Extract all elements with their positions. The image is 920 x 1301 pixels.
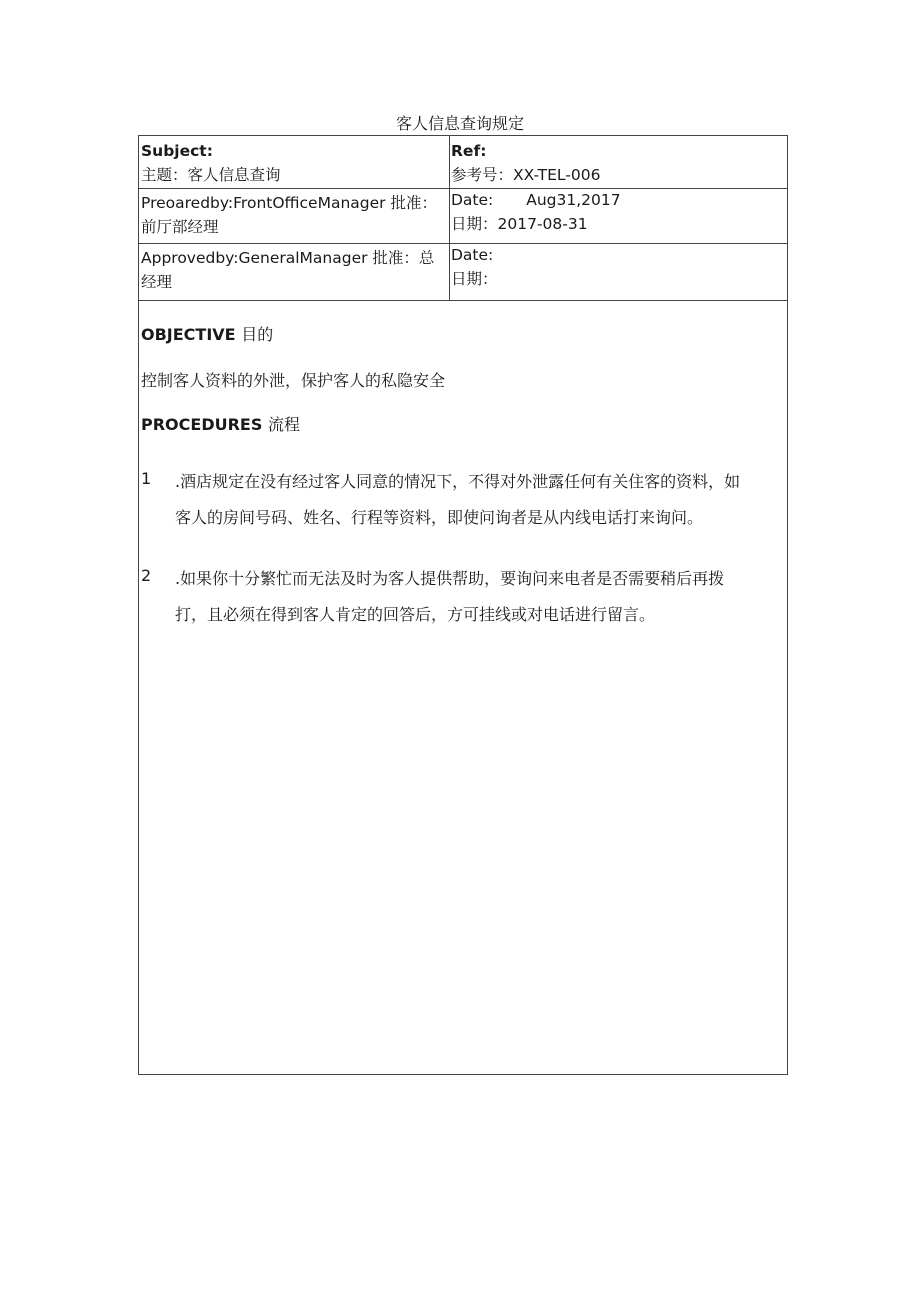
approved-date-zh: 日期： — [451, 270, 498, 288]
approved-by-cell — [141, 246, 447, 294]
prepared-date-value: Aug31,2017 — [526, 191, 621, 209]
prepared-date-zh: 日期：2017-08-31 — [451, 215, 588, 233]
policy-form — [138, 135, 788, 1075]
prepared-by-line: Preoaredby:FrontOfficeManager 批准： — [141, 194, 437, 212]
procedure-number: 2 — [141, 566, 152, 585]
procedures-heading — [141, 412, 300, 435]
subject-value: 主题：客人信息查询 — [141, 166, 281, 184]
procedures-heading-en: PROCEDURES — [141, 415, 263, 434]
header-column-divider — [449, 136, 450, 300]
objective-heading-en: OBJECTIVE — [141, 325, 236, 344]
procedures-heading-zh: 流程 — [267, 415, 300, 434]
objective-heading — [141, 322, 273, 345]
ref-label: Ref: — [451, 142, 487, 160]
objective-text: 控制客人资料的外泄，保护客人的私隐安全 — [141, 371, 446, 390]
prepared-date-cell — [451, 188, 621, 236]
subject-label: Subject: — [141, 142, 213, 160]
document-title: 客人信息查询规定 — [395, 114, 524, 133]
approved-by-role: 经理 — [141, 273, 173, 291]
subject-cell — [141, 139, 281, 187]
prepared-by-cell — [141, 191, 447, 239]
procedure-text-line: 客人的房间号码、姓名、行程等资料，即使问询者是从内线电话打来询问。 — [175, 508, 704, 527]
objective-heading-zh: 目的 — [241, 325, 274, 344]
approved-by-line: Approvedby:GeneralManager 批准：总 — [141, 249, 435, 267]
procedure-number: 1 — [141, 469, 152, 488]
prepared-by-role: 前厅部经理 — [141, 218, 219, 236]
procedure-text-line: 打，且必须在得到客人肯定的回答后，方可挂线或对电话进行留言。 — [175, 605, 656, 624]
procedure-text-line: .酒店规定在没有经过客人同意的情况下，不得对外泄露任何有关住客的资料，如 — [175, 472, 741, 491]
approved-date-label: Date: — [451, 246, 494, 264]
header-bottom-divider — [139, 300, 787, 301]
procedure-text-line: .如果你十分繁忙而无法及时为客人提供帮助，要询问来电者是否需要稍后再拨 — [175, 569, 725, 588]
prepared-date-label: Date: — [451, 191, 494, 209]
approved-date-cell — [451, 243, 498, 291]
ref-cell — [451, 139, 600, 187]
ref-value: 参考号：XX-TEL-006 — [451, 166, 601, 184]
